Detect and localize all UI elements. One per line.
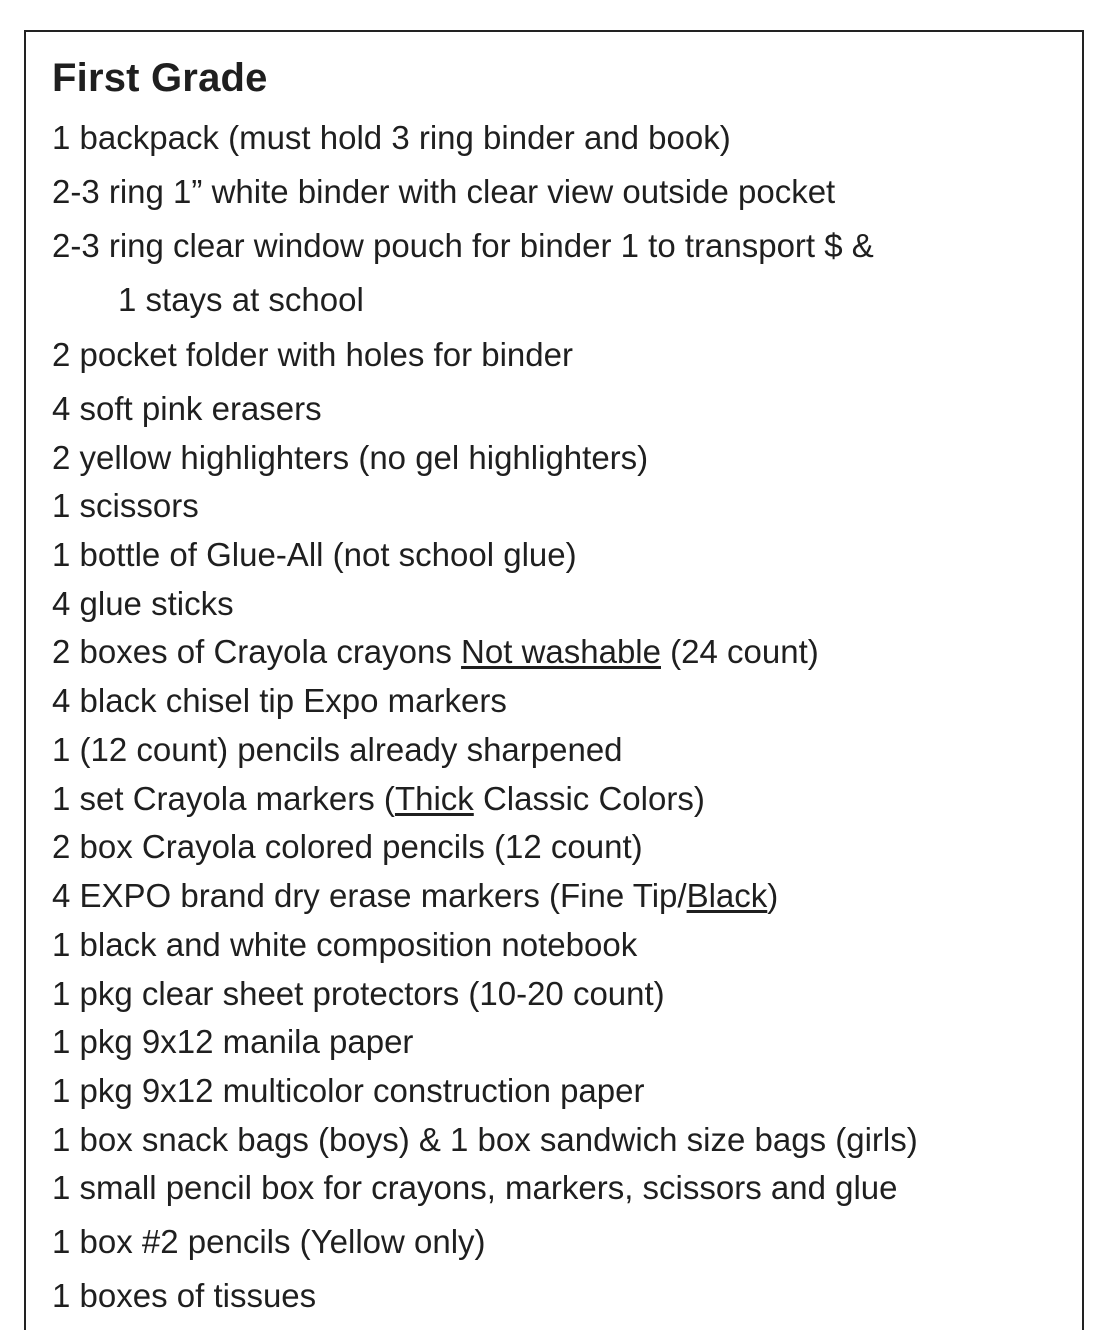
page-title: First Grade xyxy=(52,56,268,100)
list-item: 1 bottle of Glue-All (not school glue) xyxy=(52,536,577,573)
list-item: 1 backpack (must hold 3 ring binder and book) xyxy=(52,119,731,156)
list-item: 1 boxes of tissues xyxy=(52,1277,317,1314)
list-item: 4 black chisel tip Expo markers xyxy=(52,682,507,719)
list-item xyxy=(52,632,819,672)
list-item-continuation: 1 stays at school xyxy=(118,281,364,318)
list-item: 2 pocket folder with holes for binder xyxy=(52,336,573,373)
list-item: 1 (12 count) pencils already sharpened xyxy=(52,731,623,768)
list-item-emphasis: Not washable xyxy=(461,633,661,670)
supply-list-sheet xyxy=(24,30,1084,1330)
list-item: 1 pkg clear sheet protectors (10-20 count) xyxy=(52,975,665,1012)
list-item: 2-3 ring clear window pouch for binder 1 to transport $ & xyxy=(52,227,874,264)
list-item: 4 soft pink erasers xyxy=(52,390,322,427)
list-item: 1 scissors xyxy=(52,487,199,524)
list-item-emphasis: Thick xyxy=(394,780,474,817)
list-item: 1 pkg 9x12 manila paper xyxy=(52,1023,414,1060)
list-item-text: Classic Colors) xyxy=(473,780,705,817)
list-item-text: 4 EXPO brand dry erase markers (Fine Tip/ xyxy=(52,877,687,914)
list-item: 4 glue sticks xyxy=(52,585,234,622)
list-item-emphasis: Black xyxy=(686,877,768,914)
list-item: 1 small pencil box for crayons, markers, scissors and glue xyxy=(52,1169,898,1206)
list-item: 1 pkg 9x12 multicolor construction paper xyxy=(52,1072,645,1109)
list-item: 1 black and white composition notebook xyxy=(52,926,638,963)
list-item-text: ) xyxy=(767,877,779,914)
list-item: 1 box #2 pencils (Yellow only) xyxy=(52,1223,486,1260)
list-item: 2 yellow highlighters (no gel highlighters) xyxy=(52,439,649,476)
list-item-text: 2 boxes of Crayola crayons xyxy=(52,633,462,670)
list-item: 2 box Crayola colored pencils (12 count) xyxy=(52,828,643,865)
list-item xyxy=(52,876,778,916)
list-item: 1 box snack bags (boys) & 1 box sandwich size bags (girls) xyxy=(52,1121,918,1158)
list-item-text: (24 count) xyxy=(661,633,819,670)
list-item-text: 1 set Crayola markers ( xyxy=(52,780,395,817)
list-item: 2-3 ring 1” white binder with clear view outside pocket xyxy=(52,173,836,210)
list-item xyxy=(52,779,705,819)
